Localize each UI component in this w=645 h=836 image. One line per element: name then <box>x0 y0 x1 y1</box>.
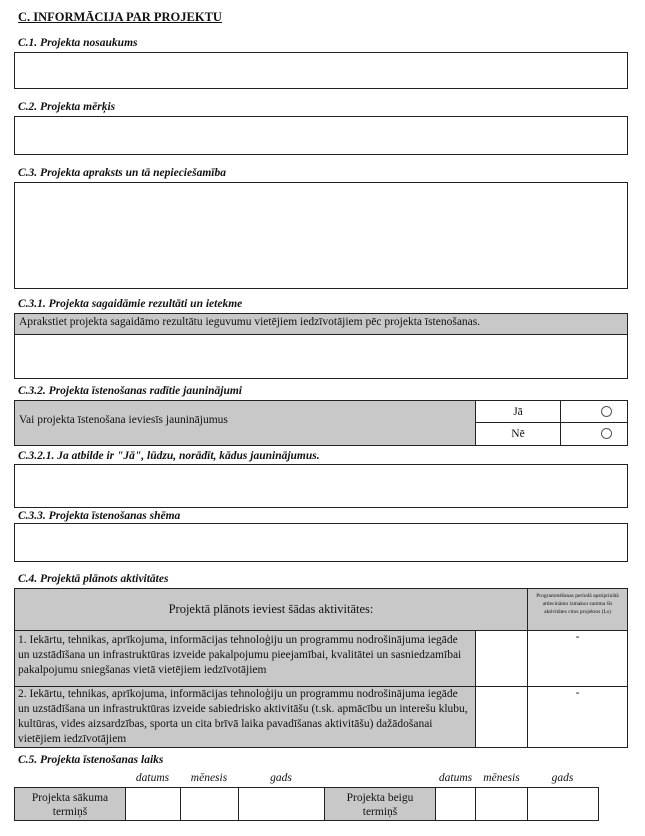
end-date-label: Projekta beigu termiņš <box>324 787 436 821</box>
c321-label: C.3.2.1. Ja atbilde ir "Jā", lūdzu, norādīt, kādus jauninājumus. <box>18 450 320 462</box>
innovation-question: Vai projekta īstenošana ieviesīs jauninājumus <box>14 400 476 446</box>
results-field[interactable] <box>14 334 628 379</box>
no-label: Nē <box>475 422 561 446</box>
end-year-field[interactable] <box>527 787 599 821</box>
c31-hint: Aprakstiet projekta sagaidāmo rezultātu ieguvumu vietējiem iedzīvotājiem pēc projekta īstenošanas. <box>14 313 628 335</box>
start-day-header: datums <box>135 772 170 784</box>
activity-2-check[interactable] <box>475 686 528 748</box>
yes-cell <box>560 400 628 423</box>
c5-label: C.5. Projekta īstenošanas laiks <box>18 754 164 766</box>
project-description-field[interactable] <box>14 182 628 289</box>
c1-label: C.1. Projekta nosaukums <box>18 37 138 49</box>
activity-row-1: 1. Iekārtu, tehnikas, aprīkojuma, informācijas tehnoloģiju un programmu nodrošinājuma iegāde un uzstādīšana un infrastruktūras izveide pakalpojumu pieejamībai, kvalitātei un sasniedzamībai pakalpojumu sniegšanas vietā vietējiem iedzīvotājiem <box>14 630 476 687</box>
sum-header: Programmēšanas periodā apstiprinātā attiecināmo izmaksu summa šīs aktivitātes citos projektos (Ls) <box>527 588 628 631</box>
start-month-header: mēnesis <box>190 772 228 784</box>
innovations-field[interactable] <box>14 464 628 508</box>
c31-label: C.3.1. Projekta sagaidāmie rezultāti un ietekme <box>18 298 243 310</box>
activity-1-sum[interactable]: - <box>527 630 628 687</box>
project-goal-field[interactable] <box>14 116 628 155</box>
c3-label: C.3. Projekta apraksts un tā nepieciešamība <box>18 167 226 179</box>
no-cell <box>560 422 628 446</box>
end-month-header: mēnesis <box>483 772 520 784</box>
activity-2-sum[interactable]: - <box>527 686 628 748</box>
start-date-label: Projekta sākuma termiņš <box>14 787 126 821</box>
start-year-header: gads <box>270 772 292 784</box>
project-name-field[interactable] <box>14 52 628 89</box>
c4-label: C.4. Projektā plānots aktivitātes <box>18 573 169 585</box>
no-radio[interactable] <box>601 428 612 439</box>
section-title: C. INFORMĀCIJA PAR PROJEKTU <box>18 10 222 24</box>
start-day-field[interactable] <box>125 787 181 821</box>
activity-1-check[interactable] <box>475 630 528 687</box>
end-day-field[interactable] <box>435 787 476 821</box>
yes-radio[interactable] <box>601 406 612 417</box>
scheme-field[interactable] <box>14 523 628 562</box>
start-month-field[interactable] <box>180 787 239 821</box>
yes-label: Jā <box>475 400 561 423</box>
activities-header: Projektā plānots ieviest šādas aktivitātes: <box>14 588 528 631</box>
activity-row-2: 2. Iekārtu, tehnikas, aprīkojuma, informācijas tehnoloģiju un programmu nodrošinājuma iegāde un uzstādīšana un infrastruktūras izveide sabiedrisko aktivitāšu (t.sk. apmācību un interešu klubu, kultūras, vides aizsardzības, sporta un cita brīvā laika pavadīšanas aktivitāšu) dažādošanai vietējiem iedzīvotājiem <box>14 686 476 748</box>
start-year-field[interactable] <box>238 787 325 821</box>
end-month-field[interactable] <box>475 787 528 821</box>
end-day-header: datums <box>438 772 473 784</box>
c2-label: C.2. Projekta mērķis <box>18 101 116 113</box>
c33-label: C.3.3. Projekta īstenošanas shēma <box>18 510 181 522</box>
c32-label: C.3.2. Projekta īstenošanas radītie jauninājumi <box>18 385 242 397</box>
end-year-header: gads <box>551 772 574 784</box>
